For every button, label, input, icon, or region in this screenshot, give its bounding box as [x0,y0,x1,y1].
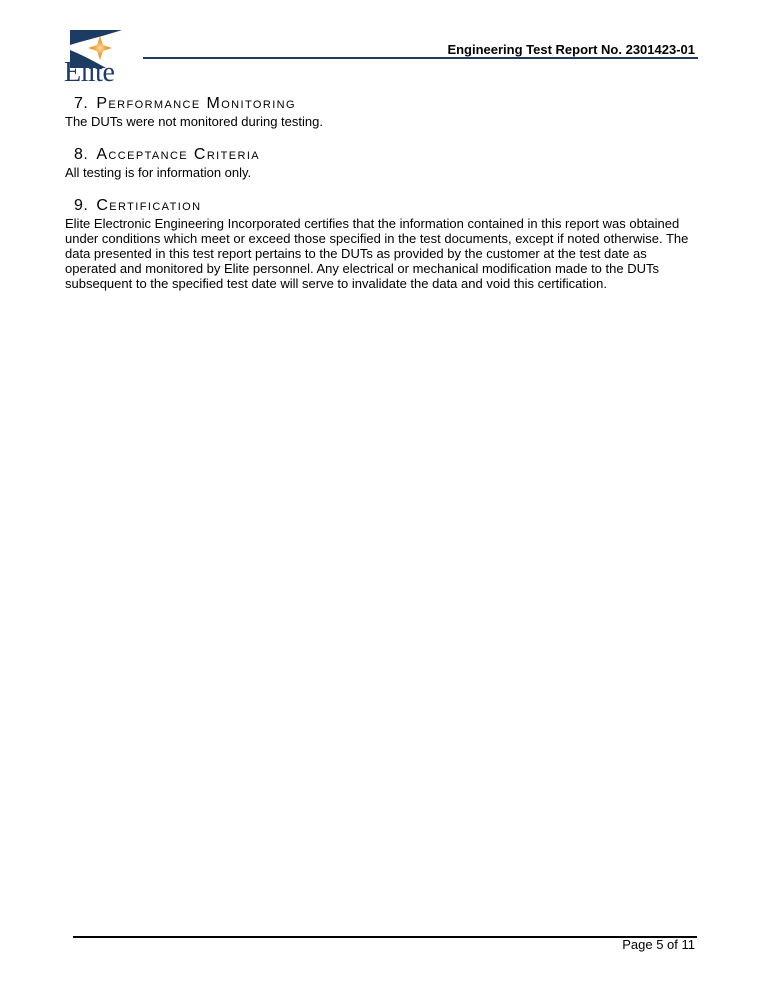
header-rule [143,57,698,59]
section-heading [65,94,705,114]
section-text: All testing is for information only. [65,165,252,180]
page-number: Page 5 of 11 [622,937,695,952]
section-title: Certification [96,197,202,214]
section-number: 8. [74,146,89,163]
section-text: The DUTs were not monitored during testing. [65,114,323,129]
logo-wordmark: Elite [64,57,115,88]
certification-line: data presented in this test report pertains to the DUTs as provided by the customer at the test date as [65,246,647,261]
section-acceptance-criteria [65,145,705,180]
section-certification [65,196,705,291]
section-title: Acceptance Criteria [96,146,261,163]
certification-line: under conditions which meet or exceed those specified in the test documents, except if noted otherwise. The [65,231,689,246]
certification-line: Elite Electronic Engineering Incorporated certifies that the information contained in this report was obtained [65,216,680,231]
footer-rule [73,936,697,938]
report-body [65,94,705,291]
certification-line: operated and monitored by Elite personnel. Any electrical or mechanical modification made to the DUTs [65,261,659,276]
section-number: 9. [74,197,89,214]
section-number: 7. [74,95,89,112]
section-title: Performance Monitoring [96,95,296,112]
section-performance-monitoring [65,94,705,129]
certification-paragraph [65,216,705,291]
report-title: Engineering Test Report No. 2301423-01 [447,42,695,57]
certification-line: subsequent to the specified test date will serve to invalidate the data and void this certification. [65,276,607,291]
section-heading [65,145,705,165]
section-heading [65,196,705,216]
